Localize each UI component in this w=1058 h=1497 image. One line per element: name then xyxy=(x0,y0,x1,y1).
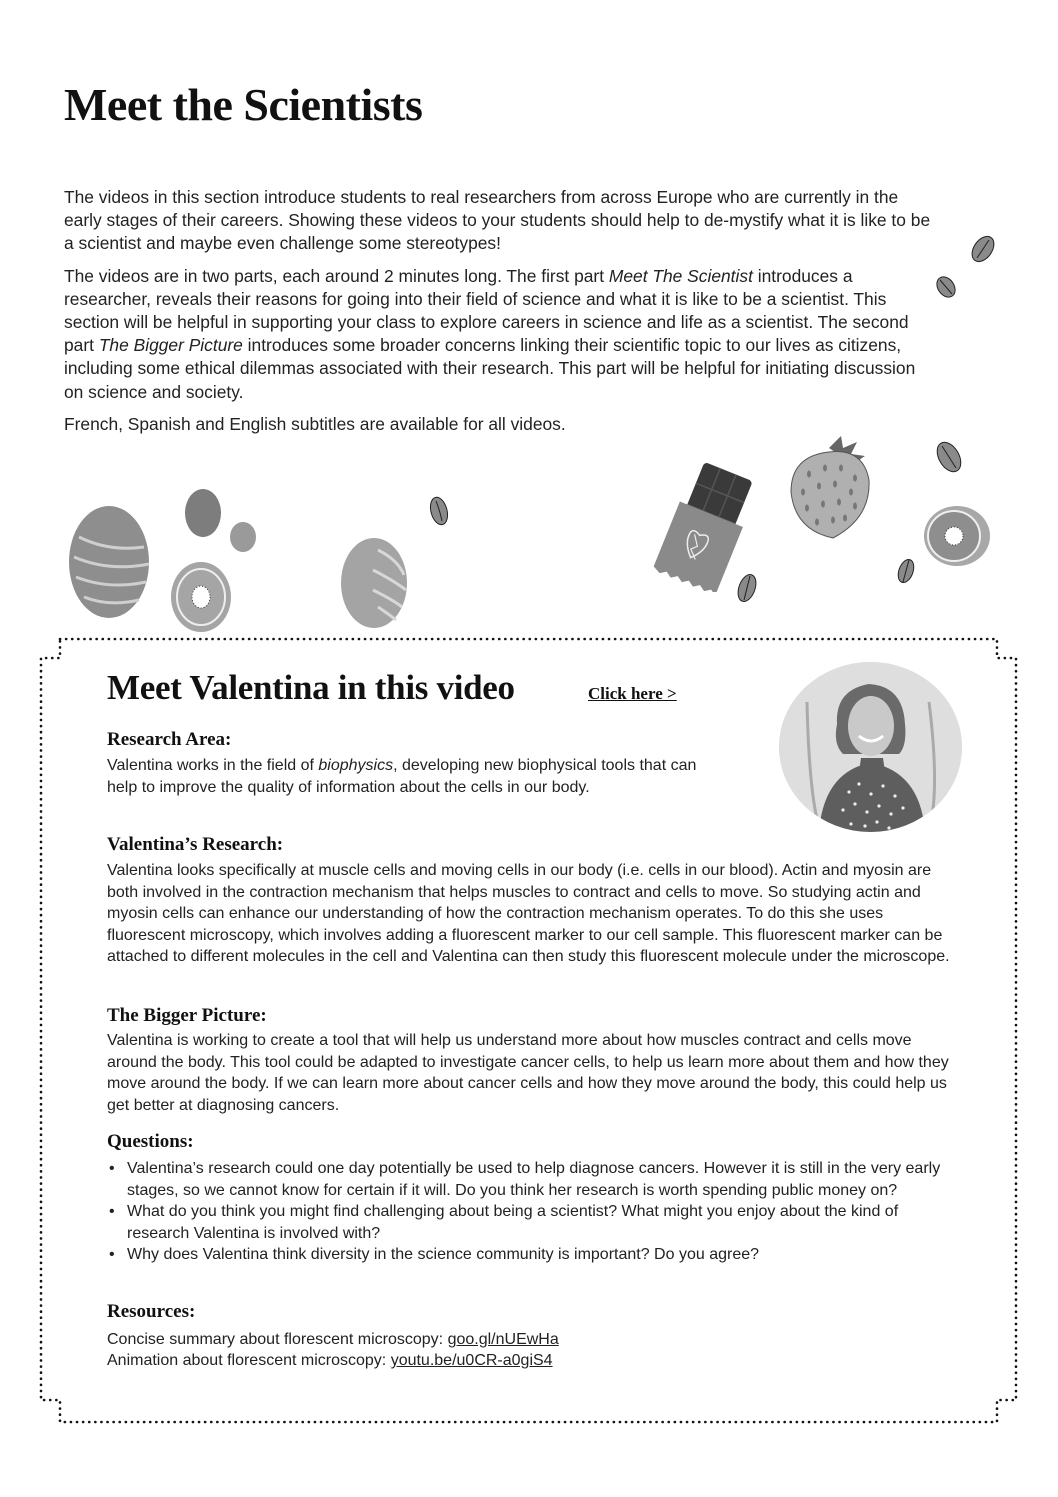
intro-paragraph-1: The videos in this section introduce students to real researchers from across Europe who are currently in the early stages of their careers. Showing these videos to your students should help to de-mystify what it is like to be a scientist and maybe even challenge some stereotypes! xyxy=(64,187,931,254)
resource-label: Concise summary about florescent microscopy: xyxy=(107,1331,448,1348)
coffee-bean-icon xyxy=(968,232,998,266)
coffee-bean-icon xyxy=(933,273,959,301)
question-item: • Why does Valentina think diversity in the science community is important? Do you agree? xyxy=(107,1244,957,1266)
feature-title: Meet Valentina in this video xyxy=(107,668,515,707)
intro-text xyxy=(64,186,934,445)
coffee-bean-icon xyxy=(895,556,917,586)
decorative-illustrations xyxy=(0,430,1058,630)
research-area-text xyxy=(107,755,727,798)
valentina-research-heading: Valentina’s Research: xyxy=(107,834,284,855)
coffee-bean-icon xyxy=(428,495,450,527)
bigger-picture-text: Valentina is working to create a tool that will help us understand more about how muscles contract and cells move around the body. This tool could be adapted to investigate cancer cells, to help us learn more about them and how they move around the body. If we can learn more about cancer cells and how they move around the body, this could help us get better at diagnosing cancers. xyxy=(107,1032,949,1114)
resource-item xyxy=(107,1350,553,1371)
page-title: Meet the Scientists xyxy=(64,79,423,130)
question-item: • What do you think you might find challenging about being a scientist? What might you enjoy about the kind of research Valentina is involved with? xyxy=(107,1201,957,1244)
intro-italic-meet-the-scientist: Meet The Scientist xyxy=(608,265,753,286)
intro-text-span: introduces some broader concerns linking their scientific topic to our lives as citizens, including some ethical dilemmas associated with their research. This part will be helpful for initiating discussion on science and society. xyxy=(64,335,916,402)
resource-link-animation[interactable]: youtu.be/u0CR-a0giS4 xyxy=(390,1352,553,1369)
intro-text-span: introduces a researcher, reveals their reasons for going into their field of science and what it is like to be a scientist. This section will be helpful in supporting your class to explore careers in science and life as a scientist. The second part xyxy=(64,265,909,356)
intro-paragraph-3: French, Spanish and English subtitles are available for all videos. xyxy=(64,413,566,434)
research-area-italic: biophysics xyxy=(318,757,394,774)
intro-text-span: The videos are in two parts, each around 2 minutes long. The first part xyxy=(64,265,609,286)
intro-italic-bigger-picture: The Bigger Picture xyxy=(98,335,243,356)
small-ball-icon xyxy=(183,488,223,538)
research-area-text-span: Valentina works in the field of xyxy=(107,757,319,774)
question-item: • Valentina’s research could one day potentially be used to help diagnose cancers. However it is still in the very early stages, so we cannot know for certain if it will. Do you think her research is worth spending public money on? xyxy=(107,1158,957,1201)
resource-link-summary[interactable]: goo.gl/nUEwHa xyxy=(447,1331,559,1348)
bigger-picture-heading: The Bigger Picture: xyxy=(107,1005,267,1026)
small-ball-icon xyxy=(228,520,258,554)
coffee-bean-icon xyxy=(932,438,966,476)
person-icon xyxy=(779,662,962,832)
portrait-photo xyxy=(779,662,962,832)
research-area-heading: Research Area: xyxy=(107,729,232,750)
resource-label: Animation about florescent microscopy: xyxy=(107,1352,391,1369)
strawberry-icon xyxy=(785,434,875,544)
coffee-bean-icon xyxy=(735,572,759,604)
questions-list xyxy=(107,1158,957,1266)
click-here-link[interactable]: Click here > xyxy=(588,684,677,703)
kiwi-slice-icon xyxy=(168,560,234,634)
research-area-text-span: , developing new biophysical tools that can help to improve the quality of information about the cells in our body. xyxy=(107,757,697,796)
intro-paragraph-2 xyxy=(64,265,934,404)
valentina-research-text: Valentina looks specifically at muscle cells and moving cells in our body (i.e. cells in our blood). Actin and myosin are both involved in the contraction mechanism that helps muscles to contract and cells to move. So studying actin and myosin cells can enhance our understanding of how the contraction mechanism operates. To do this she uses fluorescent microscopy, which involves adding a fluorescent marker to our cell sample. This fluorescent marker can be attached to different molecules in the cell and Valentina can then study this fluorescent molecule under the microscope. xyxy=(107,862,950,966)
questions-heading: Questions: xyxy=(107,1131,194,1152)
planet-ball-icon xyxy=(64,502,154,622)
resources-heading: Resources: xyxy=(107,1301,196,1322)
resource-item xyxy=(107,1329,559,1350)
planet-ball-icon xyxy=(338,535,410,631)
kiwi-slice-icon xyxy=(922,504,992,568)
